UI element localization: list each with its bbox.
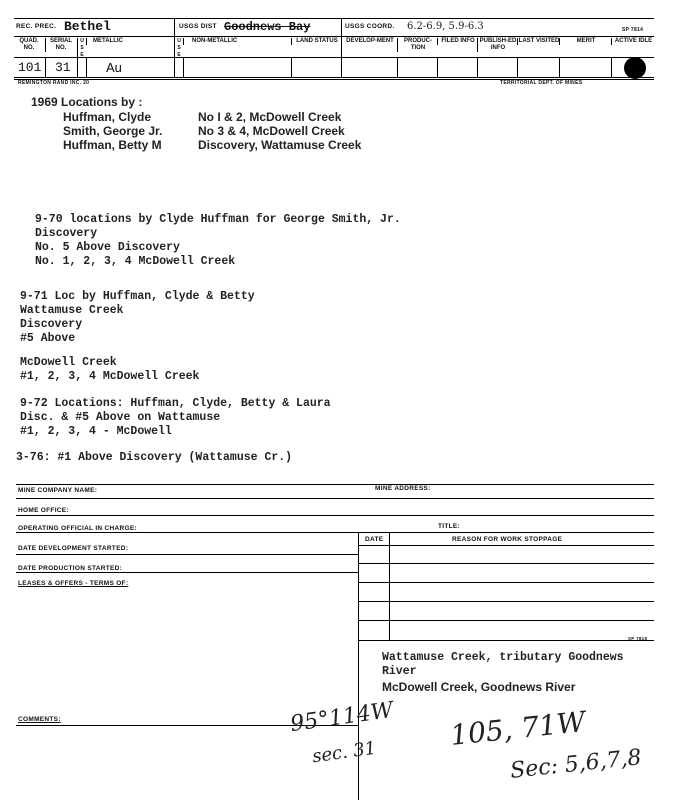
usgs-dist-value: Goodnews Bay bbox=[224, 20, 311, 34]
mine-address-label: MINE ADDRESS: bbox=[375, 485, 431, 492]
location-note-line-3: McDowell Creek, Goodnews River bbox=[382, 680, 576, 694]
usgs-dist-label: USGS DIST bbox=[179, 23, 217, 30]
entry-971-line-6: #1, 2, 3, 4 McDowell Creek bbox=[20, 370, 200, 383]
col-filed-info: FILED INFO bbox=[437, 38, 478, 45]
col-production: PRODUC-TION bbox=[397, 38, 438, 52]
serial-no-value: 31 bbox=[55, 60, 71, 75]
col-metallic: METALLIC bbox=[86, 38, 181, 45]
date-production-label: DATE PRODUCTION STARTED: bbox=[18, 565, 123, 572]
col-last-visited: LAST VISITED bbox=[518, 38, 560, 44]
reason-column-label: REASON FOR WORK STOPPAGE bbox=[452, 536, 563, 543]
entry-970-line-3: No. 5 Above Discovery bbox=[35, 241, 180, 254]
col-non-metallic: NON-METALLIC bbox=[183, 38, 296, 45]
location-note-line-2: River bbox=[382, 665, 417, 678]
rec-prec-label: REC. PREC. bbox=[16, 23, 57, 30]
date-development-label: DATE DEVELOPMENT STARTED: bbox=[18, 545, 129, 552]
entry-972-line-3: #1, 2, 3, 4 - McDowell bbox=[20, 425, 172, 438]
entry-970-line-2: Discovery bbox=[35, 227, 98, 240]
usgs-coord-value: 6.2-6.9, 5.9-6.3 bbox=[407, 21, 484, 32]
home-office-label: HOME OFFICE: bbox=[18, 507, 69, 514]
handwritten-right-section: Sec: 5,6,7,8 bbox=[509, 745, 643, 784]
printer-mark: REMINGTON RAND INC. 20 bbox=[18, 80, 90, 86]
entry-970-line-1: 9-70 locations by Clyde Huffman for George Smith, Jr. bbox=[35, 213, 401, 226]
leases-label: LEASES & OFFERS - TERMS OF: bbox=[18, 580, 129, 587]
entry-970-line-4: No. 1, 2, 3, 4 McDowell Creek bbox=[35, 255, 236, 268]
form-number: SP 7814 bbox=[622, 27, 644, 33]
entry-1969-claim-2: No 3 & 4, McDowell Creek bbox=[198, 124, 345, 138]
entry-1969-name-2: Smith, George Jr. bbox=[63, 124, 163, 138]
entry-971-line-5: McDowell Creek bbox=[20, 356, 117, 369]
col-serial-no: SERIAL NO. bbox=[45, 38, 76, 52]
entry-1969-claim-1: No I & 2, McDowell Creek bbox=[198, 110, 342, 124]
entry-1969-claim-3: Discovery, Wattamuse Creek bbox=[198, 138, 362, 152]
entry-971-line-4: #5 Above bbox=[20, 332, 76, 345]
col-use-b: U S E bbox=[174, 38, 183, 59]
entry-376: 3-76: #1 Above Discovery (Wattamuse Cr.) bbox=[16, 451, 293, 464]
entry-971-line-1: 9-71 Loc by Huffman, Clyde & Betty bbox=[20, 290, 255, 303]
col-use-a: U S E bbox=[77, 38, 86, 59]
entry-1969-name-3: Huffman, Betty M bbox=[63, 138, 162, 152]
handwritten-left-section: sec. 31 bbox=[310, 737, 378, 768]
col-development: DEVELOP-MENT bbox=[341, 38, 398, 45]
rec-prec-value: Bethel bbox=[64, 19, 111, 34]
entry-1969-name-1: Huffman, Clyde bbox=[63, 110, 152, 124]
operating-official-label: OPERATING OFFICIAL IN CHARGE: bbox=[18, 525, 137, 532]
mine-company-label: MINE COMPANY NAME: bbox=[18, 487, 98, 494]
form-number-2: SP 7818 bbox=[628, 636, 648, 641]
col-land-status: LAND STATUS bbox=[291, 38, 342, 45]
header-table bbox=[14, 18, 654, 80]
title-label: TITLE: bbox=[438, 523, 461, 530]
comments-label: COMMENTS: bbox=[18, 716, 61, 723]
entry-972-line-1: 9-72 Locations: Huffman, Clyde, Betty & Laura bbox=[20, 397, 331, 410]
col-merit: MERIT bbox=[559, 38, 612, 45]
quad-no-value: 101 bbox=[18, 60, 42, 75]
entry-971-line-3: Discovery bbox=[20, 318, 83, 331]
handwritten-left-meridian: 95°114W bbox=[288, 697, 395, 738]
territorial-mark: TERRITORIAL DEPT. OF MINES bbox=[500, 80, 583, 86]
location-note-line-1: Wattamuse Creek, tributary Goodnews bbox=[382, 651, 624, 664]
entry-1969-title: 1969 Locations by : bbox=[31, 95, 143, 109]
col-quad-no: QUAD. NO. bbox=[19, 38, 39, 51]
entry-971-line-2: Wattamuse Creek bbox=[20, 304, 124, 317]
col-published-info: PUBLISH-ED INFO bbox=[477, 38, 518, 52]
metallic-value: Au bbox=[106, 60, 122, 75]
col-active-idle: ACTIVE IDLE bbox=[611, 38, 655, 45]
entry-972-line-2: Disc. & #5 Above on Wattamuse bbox=[20, 411, 221, 424]
usgs-coord-label: USGS COORD. bbox=[345, 23, 395, 30]
handwritten-right-meridian: 105, 71W bbox=[448, 705, 588, 752]
date-column-label: DATE bbox=[365, 536, 384, 543]
active-status-dot bbox=[624, 57, 646, 79]
